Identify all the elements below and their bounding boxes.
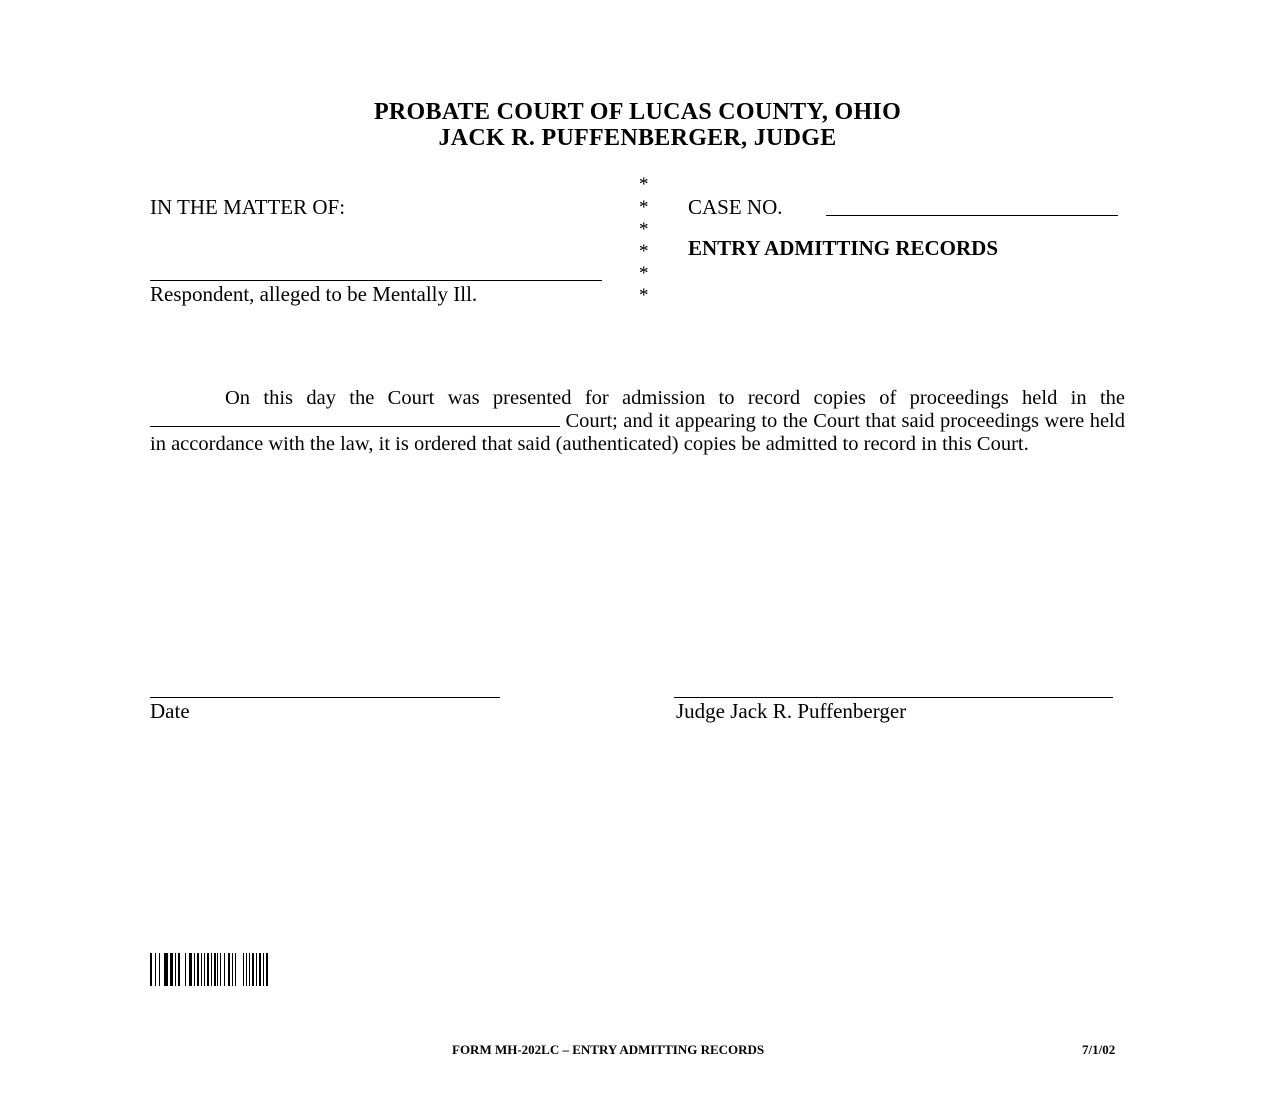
entry-body-paragraph — [150, 387, 1125, 455]
separator-star: * — [639, 197, 649, 218]
body-text-part2: Court; and it appearing to the Court that said proceedings were held in accordance with the law, it is ordered that said (authenticated) copies be admitted to record in this Court. — [150, 409, 1125, 455]
court-name-heading: PROBATE COURT OF LUCAS COUNTY, OHIO — [373, 99, 902, 125]
barcode-bar — [236, 953, 243, 986]
separator-star: * — [639, 241, 649, 262]
court-name-blank[interactable] — [150, 411, 560, 427]
separator-star: * — [639, 263, 649, 284]
respondent-label: Respondent, alleged to be Mentally Ill. — [150, 282, 478, 306]
case-number-line[interactable] — [826, 215, 1118, 216]
form-title-footer: FORM MH-202LC – ENTRY ADMITTING RECORDS — [452, 1042, 765, 1057]
case-number-label: CASE NO. — [688, 195, 783, 219]
body-text-part1: On this day the Court was presented for admission to record copies of proceedings held in the — [225, 387, 1125, 409]
barcode-bar — [268, 953, 271, 986]
judge-signature-line[interactable] — [674, 697, 1113, 698]
judge-name-heading: JACK R. PUFFENBERGER, JUDGE — [438, 125, 837, 151]
entry-title: ENTRY ADMITTING RECORDS — [688, 236, 999, 260]
barcode — [150, 953, 271, 986]
separator-star: * — [639, 285, 649, 306]
date-label: Date — [150, 699, 190, 723]
judge-signature-label: Judge Jack R. Puffenberger — [676, 699, 907, 723]
respondent-name-line[interactable] — [150, 280, 602, 281]
date-signature-line[interactable] — [150, 697, 500, 698]
separator-star: * — [639, 219, 649, 240]
in-the-matter-of-label: IN THE MATTER OF: — [150, 195, 346, 219]
revision-date-footer: 7/1/02 — [1082, 1042, 1116, 1057]
separator-star: * — [639, 174, 649, 195]
